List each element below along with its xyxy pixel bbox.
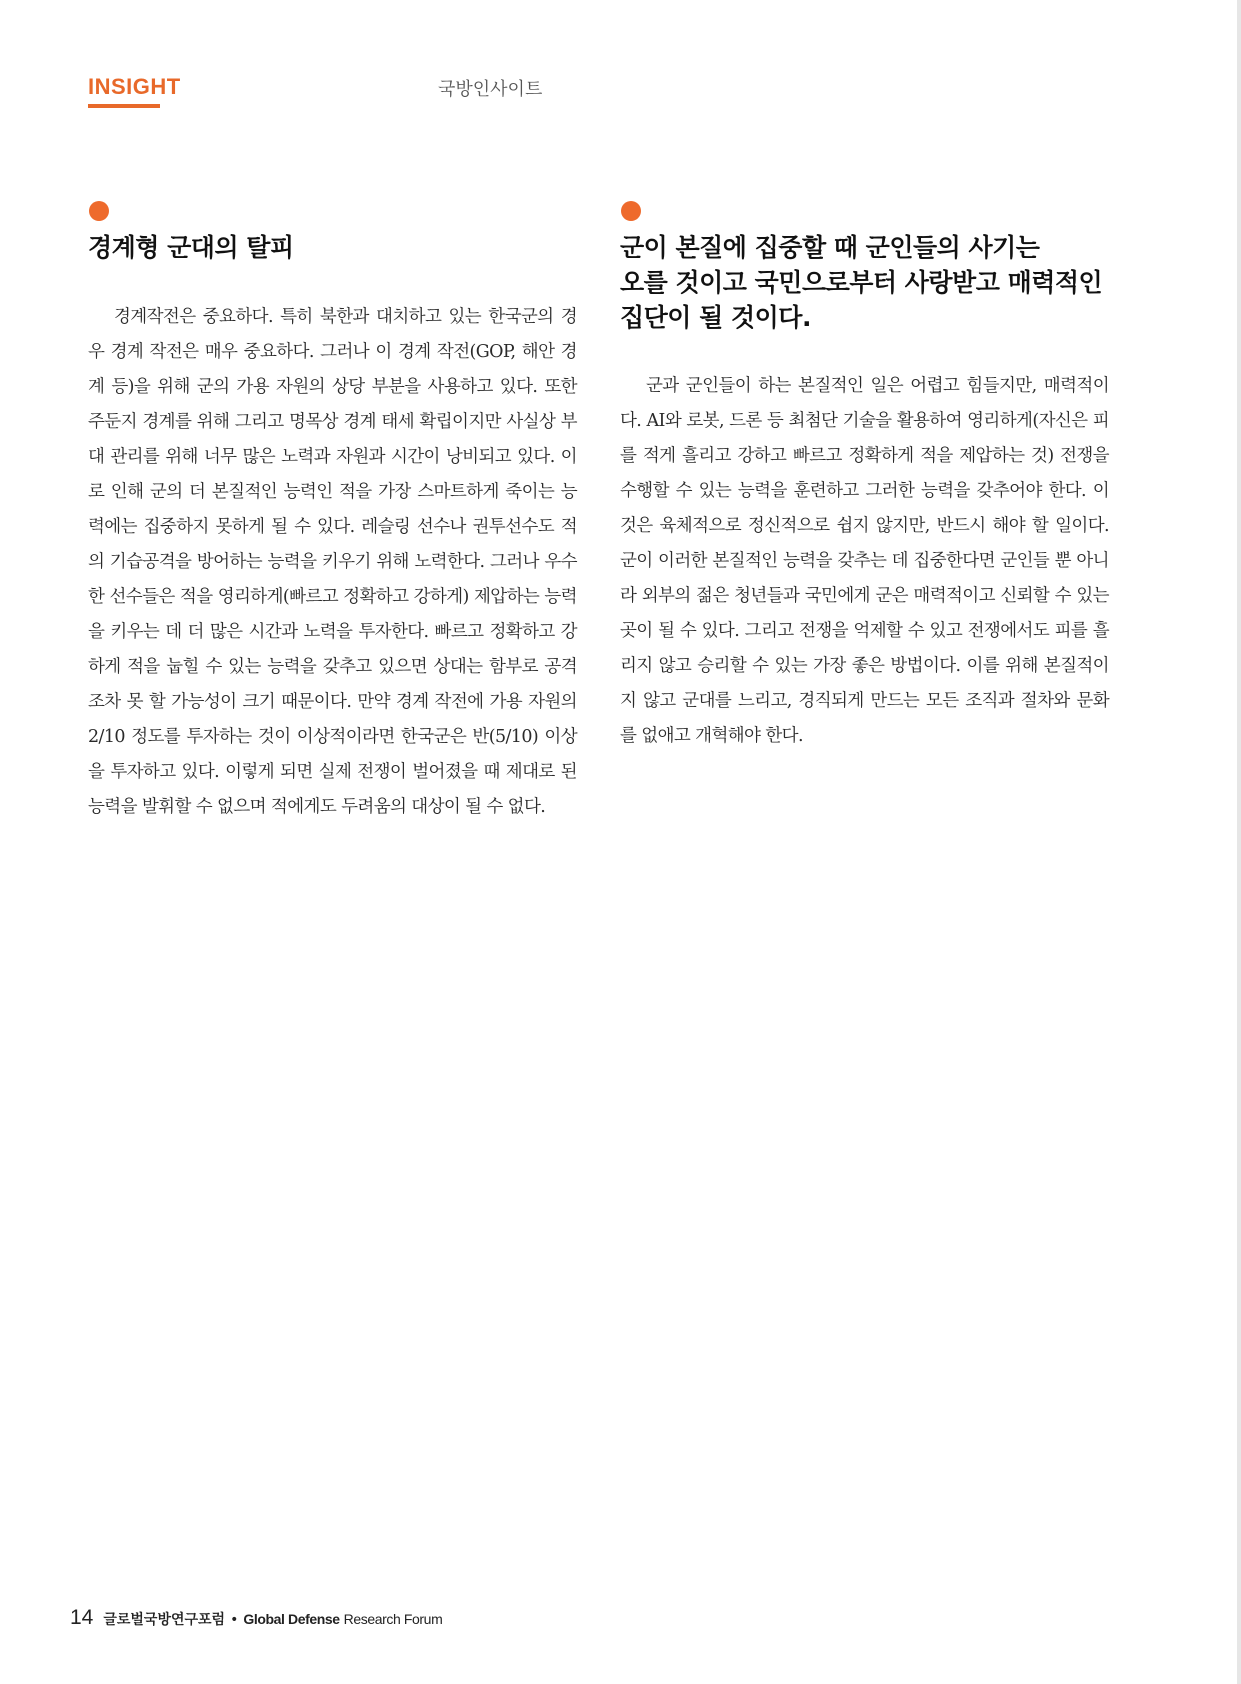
right-bullet-dot bbox=[621, 201, 641, 221]
section-label: INSIGHT bbox=[88, 74, 181, 99]
left-heading: 경계형 군대의 탈피 bbox=[88, 233, 294, 262]
right-heading-line-2: 오를 것이고 국민으로부터 사랑받고 매력적인 bbox=[620, 268, 1103, 297]
publication-name-en: Research Forum bbox=[343, 1611, 443, 1627]
footer-bullet: • bbox=[230, 1612, 239, 1628]
right-heading bbox=[620, 230, 1160, 335]
page-number: 14 bbox=[70, 1606, 94, 1629]
page-footer bbox=[70, 1606, 442, 1630]
publication-name-en-bold: Global Defense bbox=[243, 1611, 340, 1627]
right-heading-line-3: 집단이 될 것이다. bbox=[620, 303, 811, 332]
right-body-paragraph: 군과 군인들이 하는 본질적인 일은 어렵고 힘들지만, 매력적이다. AI와 로봇, 드론 등 최첨단 기술을 활용하여 영리하게(자신은 피를 적게 흘리고 강하고 빠르고 정확하게 적을 제압하는 것) 전쟁을 수행할 수 있는 능력을 훈련하고 그러한 능력을 갖추어야 한다. 이것은 육체적으로 정신적으로 쉽지 않지만, 반드시 해야 할 일이다. 군이 이러한 본질적인 능력을 갖추는 데 집중한다면 군인들 뿐 아니라 외부의 젊은 청년들과 국민에게 군은 매력적이고 신뢰할 수 있는 곳이 될 수 있다. 그리고 전쟁을 억제할 수 있고 전쟁에서도 피를 흘리지 않고 승리할 수 있는 가장 좋은 방법이다. 이를 위해 본질적이지 않고 군대를 느리고, 경직되게 만드는 모든 조직과 절차와 문화를 없애고 개혁해야 한다. bbox=[620, 376, 1109, 746]
category-label: 국방인사이트 bbox=[438, 79, 543, 100]
right-heading-line-1: 군이 본질에 집중할 때 군인들의 사기는 bbox=[620, 233, 1040, 262]
left-bullet-dot bbox=[89, 201, 109, 221]
left-body-paragraph: 경계작전은 중요하다. 특히 북한과 대치하고 있는 한국군의 경우 경계 작전은 매우 중요하다. 그러나 이 경계 작전(GOP, 해안 경계 등)을 위해 군의 가용 자원의 상당 부분을 사용하고 있다. 또한 주둔지 경계를 위해 그리고 명목상 경계 태세 확립이지만 사실상 부대 관리를 위해 너무 많은 노력과 자원과 시간이 낭비되고 있다. 이로 인해 군의 더 본질적인 능력인 적을 가장 스마트하게 죽이는 능력에는 집중하지 못하게 될 수 있다. 레슬링 선수나 권투선수도 적의 기습공격을 방어하는 능력을 키우기 위해 노력한다. 그러나 우수한 선수들은 적을 영리하게(빠르고 정확하고 강하게) 제압하는 능력을 키우는 데 더 많은 시간과 노력을 투자한다. 빠르고 정확하고 강하게 적을 눕힐 수 있는 능력을 갖추고 있으면 상대는 함부로 공격조차 못 할 가능성이 크기 때문이다. 만약 경계 작전에 가용 자원의 2/10 정도를 투자하는 것이 이상적이라면 한국군은 반(5/10) 이상을 투자하고 있다. 이렇게 되면 실제 전쟁이 벌어졌을 때 제대로 된 능력을 발휘할 수 없으며 적에게도 두려움의 대상이 될 수 없다. bbox=[88, 307, 577, 817]
section-underline bbox=[88, 104, 160, 108]
page-edge-shadow bbox=[1237, 0, 1241, 1684]
publication-name-ko: 글로벌국방연구포럼 bbox=[103, 1611, 226, 1627]
